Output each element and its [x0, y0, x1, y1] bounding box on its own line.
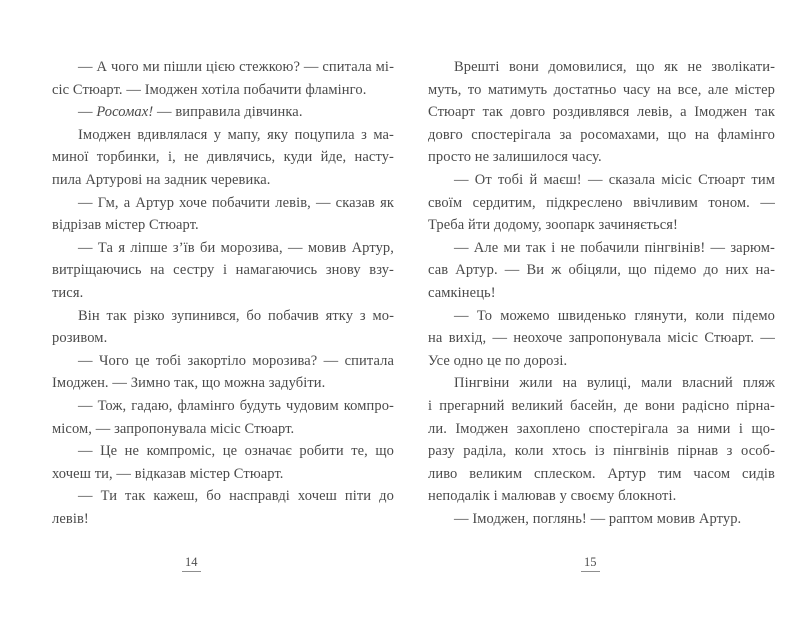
paragraph	[52, 440, 394, 485]
text-line: хочеш ти, — відказав містер Стюарт.	[52, 465, 284, 482]
text-line: Пінгвіни жили на вулиці, мали власний пляж	[454, 375, 775, 392]
text-line: миної торбинки, і, не дивлячись, куди йде, насту-	[52, 149, 394, 166]
text-line: — То можемо швиденько глянути, коли підемо	[454, 307, 775, 324]
paragraph	[428, 372, 775, 508]
text-line: просто не залишилося часу.	[428, 149, 602, 166]
text-line: — От тобі й маєш! — сказала місіс Стюарт тим	[454, 171, 775, 188]
text-line: сіс Стюарт. — Імоджен хотіла побачити фламінго.	[52, 81, 367, 98]
text-line: місом, — запропонувала місіс Стюарт.	[52, 420, 295, 437]
text-line: неподалік і малював у своєму блокноті.	[428, 488, 677, 505]
text-line: — Тож, гадаю, фламінго будуть чудовим компро-	[78, 397, 394, 414]
paragraph	[428, 508, 775, 531]
paragraph	[52, 101, 394, 124]
text-line: — Це не компроміс, це означає робити те, що	[78, 443, 394, 460]
text-line: — А чого ми пішли цією стежкою? — спитала мі-	[78, 59, 394, 75]
paragraph	[52, 124, 394, 192]
paragraph	[52, 56, 394, 101]
page-number-right: 15	[581, 555, 600, 572]
paragraph	[428, 237, 775, 305]
text-line: — Ти так кажеш, бо насправді хочеш піти до	[78, 488, 394, 505]
paragraph	[52, 485, 394, 530]
text-line: розивом.	[52, 330, 108, 347]
text-line: Імоджен. — Зимно так, що можна задубіти.	[52, 375, 326, 392]
text-line: Усе одно це по дорозі.	[428, 352, 568, 369]
text-line: сав Артур. — Ви ж обіцяли, що підемо до них на-	[428, 262, 775, 279]
text-line: пила Артурові на задник черевика.	[52, 171, 271, 188]
paragraph	[428, 169, 775, 237]
text-line: відрізав містер Стюарт.	[52, 217, 199, 234]
page-number-left: 14	[182, 555, 201, 572]
text-line: ли. Імоджен захоплено спостерігала за ними і що-	[428, 420, 775, 437]
text-line: самкінець!	[428, 284, 496, 301]
text-line: — Чого це тобі закортіло морозива? — спитала	[78, 352, 394, 369]
text-line: — Гм, а Артур хоче побачити левів, — сказав як	[78, 194, 394, 211]
text-line: — Росомах! — виправила дівчинка.	[78, 104, 303, 121]
text-line: — Імоджен, поглянь! — раптом мовив Артур.	[454, 510, 742, 527]
text-line: тися.	[52, 284, 84, 301]
text-line: Врешті вони домовилися, що як не зволікати-	[454, 59, 775, 75]
text-line: муть, то матимуть достатньо часу на все, але містер	[428, 81, 775, 98]
text-line: левів!	[52, 510, 89, 527]
paragraph	[428, 56, 775, 169]
paragraph	[52, 395, 394, 440]
text-line: разу раділа, коли хтось із пінгвінів пірнав з особ-	[428, 443, 775, 460]
paragraph	[52, 237, 394, 305]
text-line: Імоджен вдивлялася у мапу, яку поцупила з ма-	[78, 126, 394, 143]
text-line: — Але ми так і не побачили пінгвінів! — зарюм-	[454, 239, 775, 256]
page-body-left	[52, 56, 394, 530]
text-line: Треба йти додому, зоопарк зачиняється!	[428, 217, 678, 234]
text-line: Стюарт так довго роздивлявся левів, а Імоджен так	[428, 104, 775, 121]
page-body-right	[428, 56, 775, 530]
text-line: на вихід, — неохоче запропонувала місіс Стюарт. —	[428, 330, 775, 347]
text-line: Він так різко зупинився, бо побачив ятку з мо-	[78, 307, 394, 324]
text-line: витріщаючись на сестру і намагаючись знову взу-	[52, 262, 394, 279]
text-line: — Та я ліпше з’їв би морозива, — мовив Артур,	[78, 239, 394, 256]
paragraph	[52, 305, 394, 350]
paragraph	[52, 350, 394, 395]
text-line: ливо великим сплеском. Артур тим часом сидів	[428, 465, 775, 482]
paragraph	[52, 192, 394, 237]
paragraph	[428, 305, 775, 373]
text-line: довго спостерігала за росомахами, що на фламінго	[428, 126, 775, 143]
text-line: своїм сердитим, підкреслено ввічливим тоном. —	[428, 194, 775, 211]
text-line: і прегарний великий басейн, де вони радісно пірна-	[428, 397, 775, 414]
